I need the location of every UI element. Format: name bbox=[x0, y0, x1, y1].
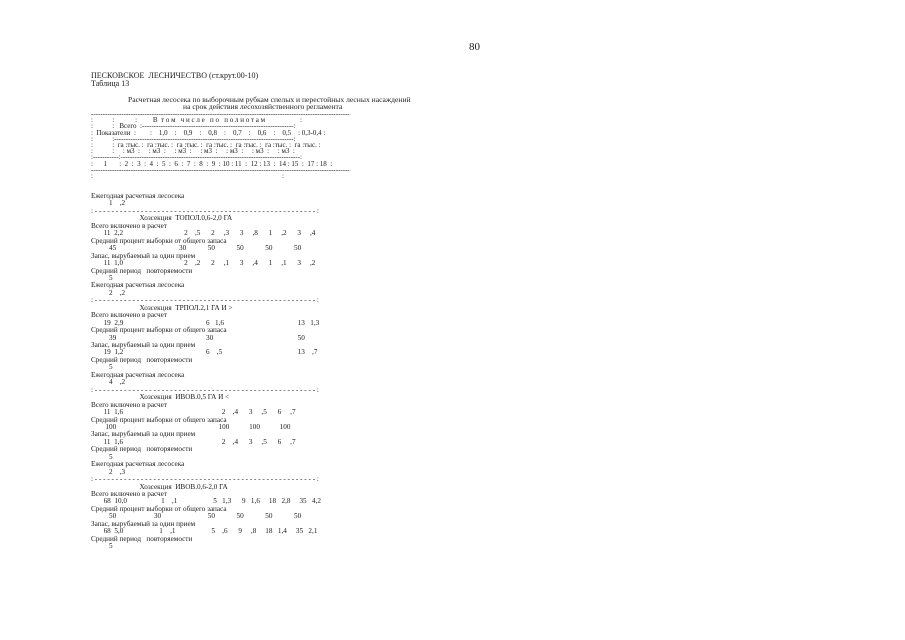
table-row: Запас, вырубаемый за один прием bbox=[91, 251, 196, 260]
table-row: Ежегодная расчетная лесосека bbox=[91, 192, 185, 200]
table-header-line: : : bbox=[91, 172, 284, 180]
table-row: Ежегодная расчетная лесосека bbox=[91, 370, 185, 379]
table-row: 5 bbox=[91, 452, 113, 461]
table-row: Запас, вырубаемый за один прием bbox=[91, 341, 196, 349]
table-row: Всего включено в расчет bbox=[91, 311, 167, 320]
table-row: 11 1,0 2 ,2 2 ,1 3 ,4 1 ,1 3 ,2 bbox=[91, 259, 316, 268]
table-row: Средний период повторяемости bbox=[91, 445, 193, 454]
table-row: Всего включено в расчет bbox=[91, 221, 167, 230]
table-header-line: --------------------------------------------------------------------------------------------------------------- bbox=[91, 165, 350, 174]
table-row: : - - - - - - - - - - - - - - - - - - - - - - - - - - - - - - - - - - - - - - - - - - - - - - - - - - - - - : bbox=[91, 385, 319, 394]
table-row: 4 ,2 bbox=[91, 378, 126, 387]
table-row: 19 2,9 6 1,6 13 1,3 bbox=[91, 318, 320, 327]
table-row: 39 30 50 bbox=[91, 333, 305, 342]
table-caption-line: Расчетная лесосека по выборочным рубкам спелых и перестойных лесных насаждений bbox=[128, 95, 411, 104]
table-header-line: :-----------:-----------------------------------------------------------------------------: bbox=[91, 153, 302, 162]
table-row: 19 1,2 6 ,5 13 ,7 bbox=[91, 348, 318, 357]
table-row: 11 1,6 2 ,4 3 ,5 6 ,7 bbox=[91, 437, 296, 446]
table-header-line: : : Всего :-----------------------------------------------------------------: bbox=[91, 122, 296, 131]
table-row: Ежегодная расчетная лесосека bbox=[91, 460, 185, 469]
table-row: : - - - - - - - - - - - - - - - - - - - - - - - - - - - - - - - - - - - - - - - - - - - - - - - - - - - - - : bbox=[91, 206, 319, 215]
table-header-line: : : га :тыс. : га :тыс. : га :тыс. : га :тыс. : га :тыс. : га :тыс. : га :тыс. : bbox=[91, 141, 321, 149]
table-row: Средний процент выборки от общего запаса bbox=[91, 504, 227, 513]
table-row: 5 bbox=[91, 363, 113, 372]
table-row: Средний период повторяемости bbox=[91, 355, 193, 364]
table-row: Средний процент выборки от общего запаса bbox=[91, 415, 227, 424]
table-row: : - - - - - - - - - - - - - - - - - - - - - - - - - - - - - - - - - - - - - - - - - - - - - - - - - - - - - : bbox=[91, 296, 319, 305]
table-header-line: : 1 : 2 : 3 : 4 : 5 : 6 : 7 : 8 : 9 : 10 : 11 : 12 : 13 : 14 : 15 : 17 : 18 : bbox=[91, 159, 333, 168]
table-row: 50 30 50 50 50 50 bbox=[91, 512, 302, 521]
table-row: Хозсекция ИВОВ.0,6-2,0 ГА bbox=[91, 482, 228, 491]
table-row: Запас, вырубаемый за один прием bbox=[91, 430, 196, 439]
table-row: 68 5,0 1 ,1 5 ,6 9 ,8 18 1,4 35 2,1 bbox=[91, 527, 318, 536]
table-row: 11 2,2 2 ,5 2 ,3 3 ,8 1 ,2 3 ,4 bbox=[91, 229, 316, 238]
table-row: 5 bbox=[91, 273, 113, 282]
table-row: Хозсекция ИВОВ.0,5 ГА И < bbox=[91, 393, 230, 402]
table-row: Средний период повторяемости bbox=[91, 266, 193, 275]
table-row: Хозсекция ТОПОЛ.0,6-2,0 ГА bbox=[91, 214, 233, 223]
table-header-line: --------------------------------------------------------------------------------------------------------------- bbox=[91, 110, 350, 118]
table-header-line: : : : В т о м ч и с л е п о п о л н о т а м : bbox=[91, 116, 302, 125]
table-row: Средний период повторяемости bbox=[91, 534, 193, 543]
table-header-line: : :-----------------------------------------------------------------------------: bbox=[91, 134, 296, 143]
table-row: Всего включено в расчет bbox=[91, 400, 167, 409]
table-row: 2 ,2 bbox=[91, 288, 126, 297]
table-row: Хозсекция ТРПОЛ.2,1 ГА И > bbox=[91, 303, 233, 312]
table-row: Средний процент выборки от общего запаса bbox=[91, 236, 227, 245]
table-header-line: : Показатели : : 1,0 : 0,9 : 0,8 : 0,7 : 0,6 : 0,5 : 0,3-0,4 : bbox=[91, 128, 326, 137]
table-caption-line: на срок действия лесохозяйственного регламента bbox=[183, 102, 343, 111]
table-number: Таблица 13 bbox=[91, 79, 130, 88]
table-row: Ежегодная расчетная лесосека bbox=[91, 281, 185, 290]
table-header-line: : : : м3 : : м3 : : м3 : : м3 : : м3 : : м3 : : м3 : bbox=[91, 147, 295, 156]
table-row: 2 ,3 bbox=[91, 467, 126, 476]
table-row: 5 bbox=[91, 542, 113, 551]
table-row: 11 1,6 2 ,4 3 ,5 6 ,7 bbox=[91, 408, 296, 417]
table-row: 45 30 50 50 50 50 bbox=[91, 244, 302, 253]
table-row: : - - - - - - - - - - - - - - - - - - - - - - - - - - - - - - - - - - - - - - - - - - - - - - - - - - - - - : bbox=[91, 475, 319, 484]
table-row: 1 ,2 bbox=[91, 199, 126, 208]
table-row: Средний процент выборки от общего запаса bbox=[91, 326, 227, 335]
table-row: Всего включено в расчет bbox=[91, 490, 167, 498]
table-row: 68 10,0 1 ,1 5 1,3 9 1,6 18 2,8 35 4,2 bbox=[91, 497, 321, 506]
table-row: Запас, вырубаемый за один прием bbox=[91, 519, 196, 528]
table-row: 100 100 100 100 bbox=[91, 422, 291, 431]
forestry-title: ПЕСКОВСКОЕ ЛЕСНИЧЕСТВО (ст.крут.00-10) bbox=[91, 71, 259, 80]
page-number: 80 bbox=[469, 41, 480, 53]
